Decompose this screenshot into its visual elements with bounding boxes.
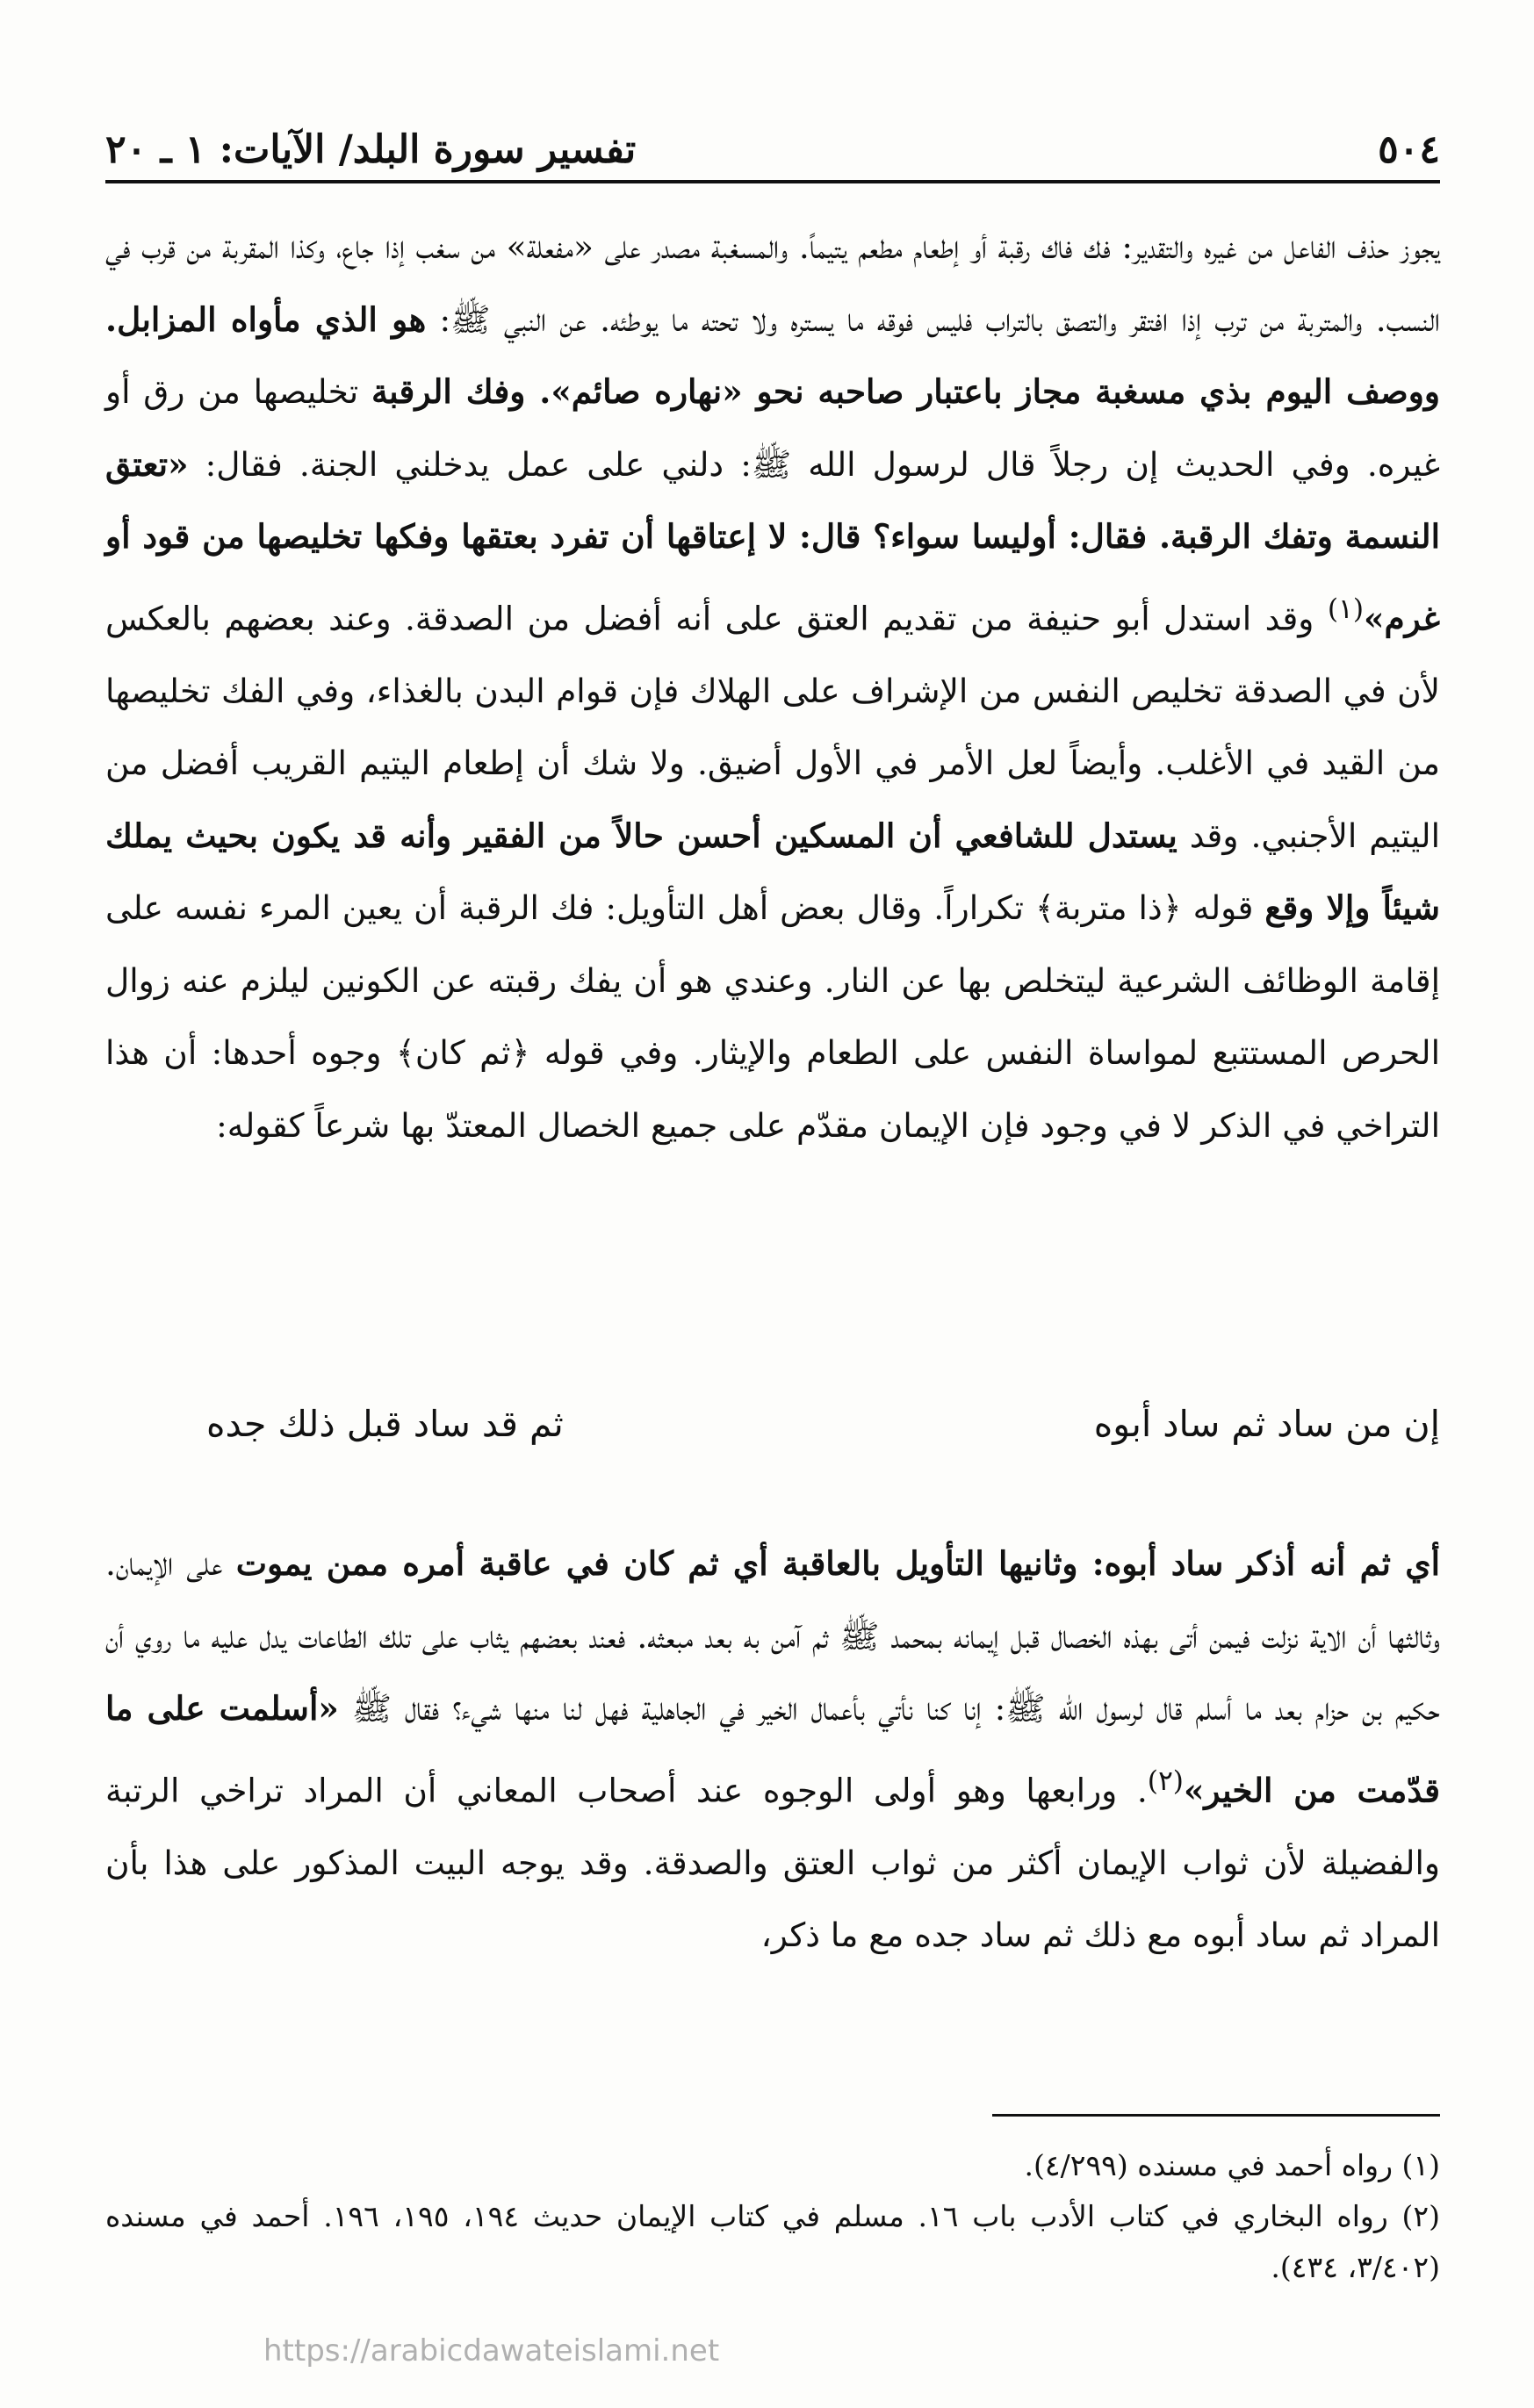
footnote-1: (١) رواه أحمد في مسنده (٤/٢٩٩). bbox=[1024, 2148, 1440, 2182]
footnote-divider bbox=[992, 2114, 1440, 2117]
page-header bbox=[105, 127, 1440, 183]
footnote-ref[interactable]: (١) bbox=[1327, 593, 1365, 625]
book-page bbox=[105, 105, 1440, 2368]
verse-first-hemistich: إن من ساد ثم ساد أبوه bbox=[1093, 1403, 1440, 1445]
text-run: وقد استدل أبو حنيفة من تقديم العتق على أنه أفضل من الصدقة. وعند بعضهم بالعكس لأن في الصدقة تخليص النفس من الإشراف على الهلاك فإن قوام البدن بالغذاء، وفي الفك تخليصها من القيد في الأغلب. وأيضاً لعل الأمر في الأول أضيق. ولا شك أن إطعام اليتيم القريب أفضل من اليتيم الأجنبي. وقد bbox=[105, 599, 1440, 855]
commentary-paragraph bbox=[105, 1527, 1440, 1972]
text-run: على الإيمان. وثالثها أن الاية نزلت فيمن أتى بهذه الخصال قبل إيمانه بمحمد ﷺ ثم آمن به بعد مبعثه. فعند بعضهم يثاب على تلك الطاعات يدل عليه ما روي أن حكيم بن حزام بعد ما أسلم قال لرسول الله ﷺ: إنا كنا نأتي بأعمال الخير في الجاهلية فهل لنا منها شيء؟ فقال ﷺ bbox=[105, 1544, 1440, 1728]
running-title: تفسير سورة البلد/ الآيات: ١ ـ ٢٠ bbox=[105, 127, 637, 172]
text-run-bold: أي ثم أنه أذكر ساد أبوه: وثانيها التأويل بالعاقبة أي ثم كان في عاقبة أمره ممن يموت bbox=[235, 1544, 1440, 1583]
hadith-quote: «تعتق النسمة وتفك الرقبة. فقال: أوليسا سواء؟ قال: لا إعتاقها أن تفرد بعتقها وفكها تخليصها من قود أو غرم» bbox=[105, 444, 1440, 637]
text-run: يجوز حذف الفاعل من غيره والتقدير: فك فاك رقبة أو إطعام مطعم يتيماً. والمسغبة مصدر على «مفعلة» من سغب إذا جاع، وكذا المقربة من قرب في النسب. والمتربة من ترب إذا افتقر والتصق بالتراب فليس فوقه ما يستره ولا تحته ما يوطئه. عن النبي ﷺ: bbox=[105, 227, 1440, 339]
text-run-bold: يستدل للشافعي أن المسكين أحسن حالاً من الفقير وأنه قد يكون بحيث يملك شيئاً وإلا وقع bbox=[105, 816, 1440, 927]
text-run-bold: هو الذي مأواه المزابل. ووصف اليوم بذي مسغبة مجاز باعتبار صاحبه نحو «نهاره صائم». وفك الرقبة bbox=[105, 299, 1440, 411]
page-number: ٥٠٤ bbox=[1378, 127, 1440, 172]
watermark-url: https://arabicdawateislami.net bbox=[263, 2333, 720, 2368]
footnotes bbox=[105, 2140, 1440, 2293]
text-run: . ورابعها وهو أولى الوجوه عند أصحاب المعاني أن المراد تراخي الرتبة والفضيلة لأن ثواب الإيمان أكثر من ثواب العتق والصدقة. وقد يوجه البيت المذكور على هذا بأن المراد ثم ساد أبوه مع ذلك ثم ساد جده مع ما ذكر، bbox=[105, 1771, 1440, 1954]
text-run: تخليصها من رق أو غيره. وفي الحديث إن رجلاً قال لرسول الله ﷺ: دلني على عمل يدخلني الجنة. فقال: bbox=[105, 372, 1440, 484]
verse-second-hemistich: ثم قد ساد قبل ذلك جده bbox=[206, 1403, 564, 1445]
footnote-ref[interactable]: (٢) bbox=[1147, 1765, 1184, 1797]
hadith-quote: «أسلمت على ما قدّمت من الخير» bbox=[105, 1689, 1440, 1809]
commentary-paragraph bbox=[105, 211, 1440, 1161]
footnote-2: (٢) رواه البخاري في كتاب الأدب باب ١٦. مسلم في كتاب الإيمان حديث ١٩٤، ١٩٥، ١٩٦. أحمد في مسنده (٣/٤٠٢، ٤٣٤). bbox=[105, 2199, 1440, 2284]
text-run: قوله ﴿ذا متربة﴾ تكراراً. وقال بعض أهل التأويل: فك الرقبة أن يعين المرء نفسه على إقامة الوظائف الشرعية ليتخلص بها عن النار. وعندي هو أن يفك رقبته عن الكونين ليلزم عنه زوال الحرص المستتبع لمواساة النفس على الطعام والإيثار. وفي قوله ﴿ثم كان﴾ وجوه أحدها: أن هذا التراخي في الذكر لا في وجود فإن الإيمان مقدّم على جميع الخصال المعتدّ بها شرعاً كقوله: bbox=[105, 888, 1440, 1145]
poetry-verse bbox=[206, 1403, 1440, 1482]
